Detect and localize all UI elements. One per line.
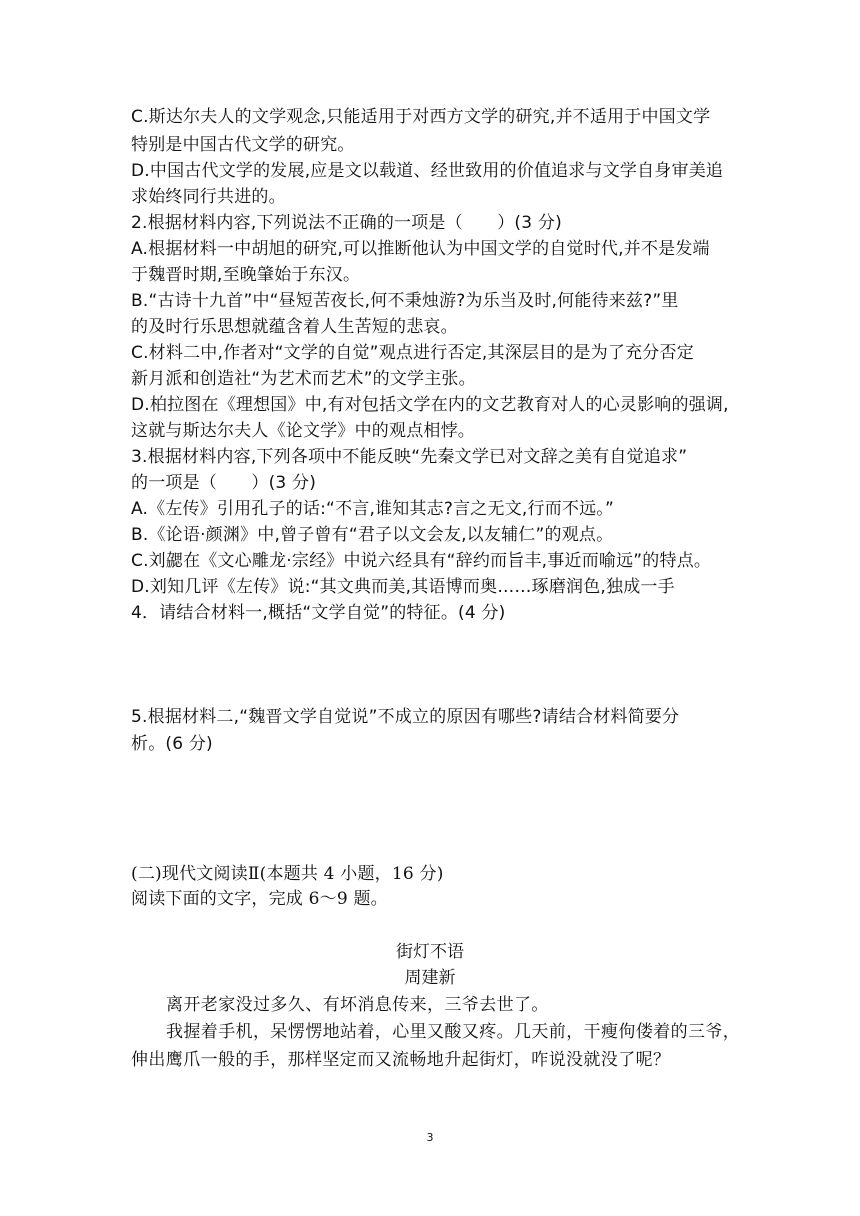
story-paragraph-2-line1: 我握着手机，呆愣愣地站着，心里又酸又疼。几天前，干瘦佝偻着的三爷， [166,1022,741,1042]
story-paragraph-2-line2: 伸出鹰爪一般的手，那样坚定而又流畅地升起街灯，咋说没就没了呢？ [131,1050,671,1070]
section-heading: (二)现代文阅读Ⅱ(本题共 4 小题，16 分) [131,864,444,884]
q2-option-d-line2: 这就与斯达尔夫人《论文学》中的观点相悖。 [131,421,475,441]
question-5-stem-line2: 析。(6 分) [131,734,213,754]
option-c-line1: C.斯达尔夫人的文学观念,只能适用于对西方文学的研究,并不适用于中国文学 [131,107,711,127]
question-3-stem-line2: 的一项是（ ）(3 分) [131,473,317,493]
q3-option-b: B.《论语·颜渊》中,曾子曾有“君子以文会友,以友辅仁”的观点。 [131,525,614,545]
q2-option-c-line1: C.材料二中,作者对“文学的自觉”观点进行否定,其深层目的是为了充分否定 [131,343,694,363]
option-d-line2: 求始终同行共进的。 [131,187,286,207]
q2-option-b-line1: B.“古诗十九首”中“昼短苦夜长,何不秉烛游?为乐当及时,何能待来兹?”里 [131,291,679,311]
story-paragraph-1: 离开老家没过多久、有坏消息传来，三爷去世了。 [166,995,549,1015]
section-instruction: 阅读下面的文字，完成 6～9 题。 [131,889,388,909]
question-4-stem: 4．请结合材料一,概括“文学自觉”的特征。(4 分) [131,603,506,623]
q2-option-d-line1: D.柏拉图在《理想国》中,有对包括文学在内的文艺教育对人的心灵影响的强调, [131,395,729,415]
q3-option-d: D.刘知几评《左传》说:“其文典而美,其语博而奥……琢磨润色,独成一手 [131,577,675,597]
question-2-stem: 2.根据材料内容,下列说法不正确的一项是（ ）(3 分) [131,213,562,233]
q2-option-b-line2: 的及时行乐思想就蕴含着人生苦短的悲哀。 [131,317,458,337]
question-5-stem-line1: 5.根据材料二,“魏晋文学自觉说”不成立的原因有哪些?请结合材料简要分 [131,707,680,727]
q3-option-a: A.《左传》引用孔子的话:“不言,谁知其志?言之无文,行而不远。” [131,499,615,519]
q2-option-a-line2: 于魏晋时期,至晚肇始于东汉。 [131,265,361,285]
option-c-line2: 特别是中国古代文学的研究。 [131,135,355,155]
question-3-stem-line1: 3.根据材料内容,下列各项中不能反映“先秦文学已对文辞之美有自觉追求” [131,447,688,467]
q2-option-a-line1: A.根据材料一中胡旭的研究,可以推断他认为中国文学的自觉时代,并不是发端 [131,239,710,259]
q3-option-c: C.刘勰在《文心雕龙·宗经》中说六经具有“辞约而旨丰,事近而喻远”的特点。 [131,551,712,571]
q2-option-c-line2: 新月派和创造社“为艺术而艺术”的文学主张。 [131,369,476,389]
option-d-line1: D.中国古代文学的发展,应是文以载道、经世致用的价值追求与文学自身审美追 [131,161,724,181]
story-title: 街灯不语 [396,942,464,962]
page-number: 3 [426,1131,434,1144]
story-author: 周建新 [404,968,456,988]
